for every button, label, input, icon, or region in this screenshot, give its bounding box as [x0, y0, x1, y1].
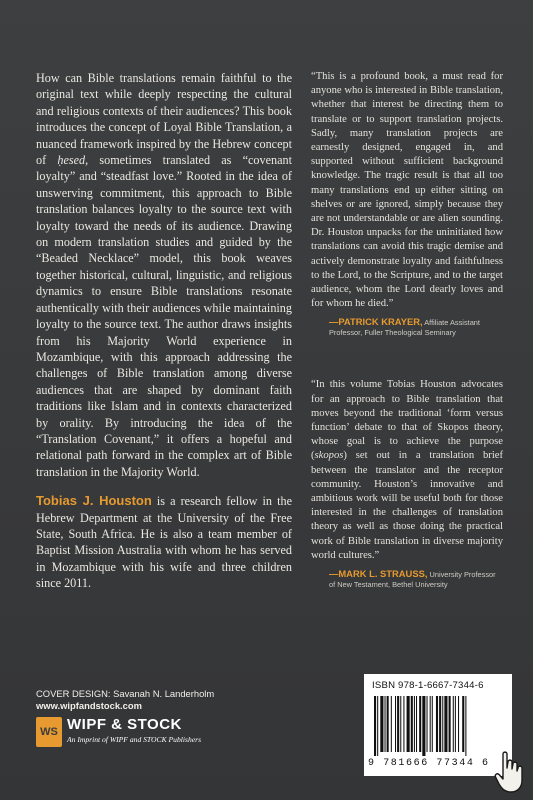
endorser-name: —MARK L. STRAUSS,: [329, 568, 428, 580]
book-blurb: [36, 70, 292, 480]
publisher-name: WIPF & STOCK: [67, 716, 182, 733]
endorsement-quote: [311, 378, 503, 563]
endorsement-attribution: [329, 569, 503, 590]
barcode-digits: 9 781666 77344 6: [368, 758, 490, 769]
endorsement-text-part2: ) set out in a translation brief between the translator and the receptor community. Houston’s innovative and ambitious work will be useful both for those interested in the challenges of translation theory as well as those doing the practical work of Bible translation in diverse majority world cultures.”: [311, 450, 503, 561]
isbn-label: ISBN 978-1-6667-7344-6: [372, 680, 484, 691]
endorsement: [311, 70, 503, 338]
left-column: [36, 70, 292, 592]
author-bio-text: is a research fellow in the Hebrew Department at the University of the Free State, South Africa. He is also a team member of Baptist Mission Australia with whom he has served in Mozambique with his wife and three children since 2011.: [36, 494, 292, 591]
endorsement-quote: “This is a profound book, a must read for anyone who is interested in Bible translation, whether that interest be directing them to translate or to support translation projects. Sadly, many translation projects are earnestly designed, engaged in, and supported without sufficient background knowledge. The tragic result is that all too many translations end up either sitting on shelves or are ignored, simply because they are not understandable or are alien sounding. Dr. Houston unpacks for the uninitiated how translations can avoid this tragic demise and actively demonstrate loyalty and faithfulness to the Lord, to the Scripture, and to the target audience, whom the Lord dearly loves and for whom he died.”: [311, 71, 503, 310]
blurb-text-part1: How can Bible translations remain faithful to the original text while deeply respecting the cultural and religious contexts of their audiences? This book introduces the concept of Loyal Bible Translation, a nuanced framework inspired by the Hebrew concept of: [36, 71, 292, 168]
endorser-title: University Professor of New Testament, Bethel University: [329, 570, 496, 590]
endorser-title: Affiliate Assistant Professor, Fuller Theological Seminary: [329, 318, 480, 338]
publisher-tagline: An Imprint of WIPF and STOCK Publishers: [67, 735, 202, 744]
publisher-logo-icon: WS: [36, 717, 62, 747]
right-column: [311, 70, 503, 590]
cover-design-credit: COVER DESIGN: Savanah N. Landerholm: [36, 688, 215, 699]
author-name: Tobias J. Houston: [36, 493, 152, 509]
blurb-hesed: ḥesed: [57, 153, 86, 168]
endorsement-text-part1: “In this volume Tobias Houston advocates for an approach to Bible translation that moves beyond the traditional ‘form versus function’ debate to that of Skopos theory, whose goal is to achieve the purpose (: [311, 379, 503, 462]
author-bio: [36, 493, 292, 591]
endorsement: [311, 378, 503, 590]
isbn-barcode-box: [364, 674, 512, 776]
publisher-url[interactable]: www.wipfandstock.com: [36, 700, 142, 711]
barcode-icon: [374, 696, 502, 756]
blurb-text-part2: , sometimes translated as “covenant loyalty” and “steadfast love.” Rooted in the idea of unswerving commitment, this approach to Bible translation balances loyalty to the source text with loyalty toward the needs of its audience. Drawing on modern translation studies and guided by the “Beaded Necklace” model, this book weaves together historical, cultural, linguistic, and religious dynamics to ensure Bible translations resonate authentically with their audiences while maintaining loyalty to the source text. The author draws insights from his Majority World experience in Mozambique, with this approach addressing the challenges of Bible translation among diverse audiences that are shaped by dominant faith traditions like Islam and in contexts characterized by orality. By introducing the idea of the “Translation Covenant,” it offers a hopeful and relational path forward in the complex art of Bible translation in the Majority World.: [36, 153, 293, 479]
publisher-imprint: [36, 716, 256, 750]
hand-pointer-icon: [494, 750, 524, 794]
endorser-name: —PATRICK KRAYER,: [329, 316, 423, 328]
endorsement-attribution: [329, 317, 503, 338]
endorsement-skopos: skopos: [314, 450, 344, 462]
cover-credits: [36, 688, 214, 712]
